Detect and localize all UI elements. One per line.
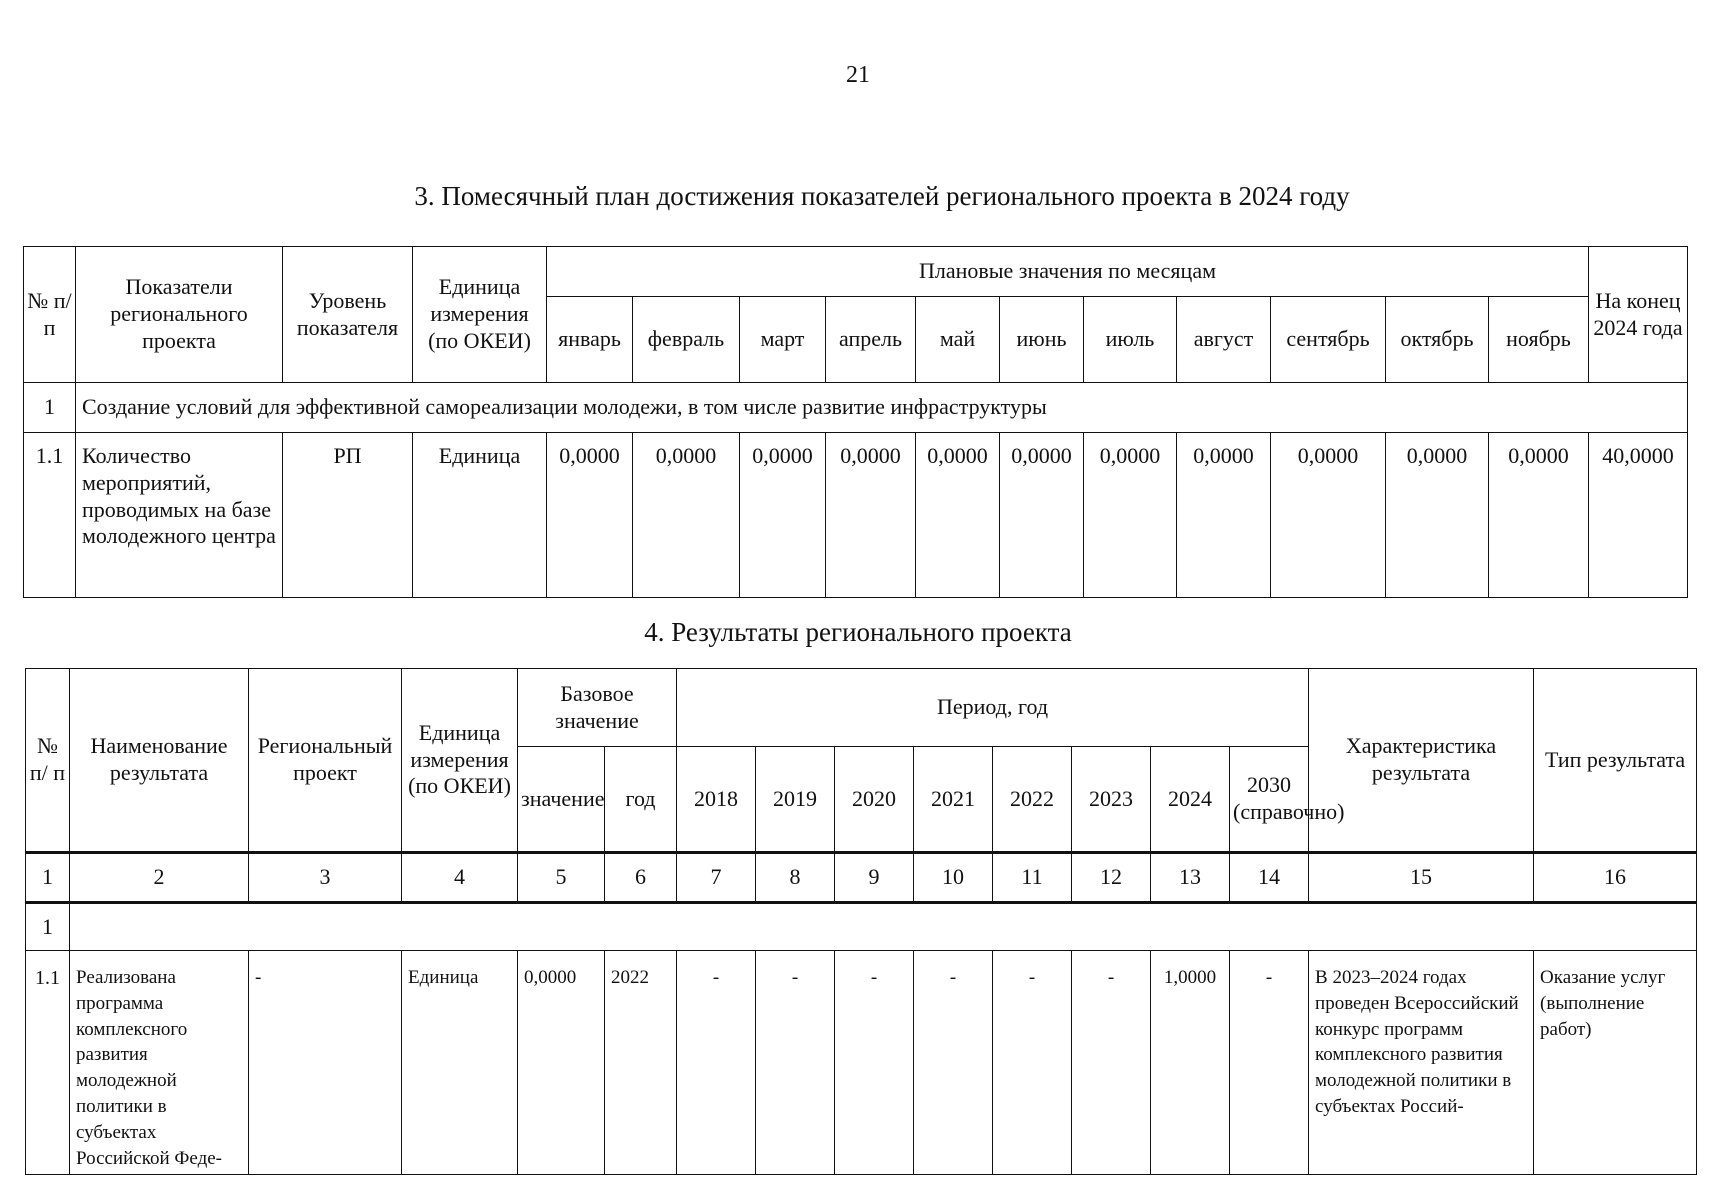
result-unit: Единица: [402, 951, 518, 1175]
month-value: 0,0000: [1084, 433, 1177, 598]
month-value: 0,0000: [826, 433, 916, 598]
month-value: 0,0000: [633, 433, 740, 598]
header-num: № п/ п: [26, 669, 70, 853]
header-end-of-year: На конец 2024 года: [1589, 247, 1688, 383]
result-characteristic: В 2023–2024 годах проведен Всероссийский конкурс программ комплексного развития молодежной политики в субъектах Россий-: [1309, 951, 1534, 1175]
header-month: май: [916, 297, 1000, 383]
header-month: апрель: [826, 297, 916, 383]
year-value: 1,0000: [1151, 951, 1230, 1175]
column-number: 13: [1151, 853, 1230, 903]
header-month: август: [1177, 297, 1271, 383]
header-year: 2024: [1151, 747, 1230, 853]
indicator-name: Количество мероприятий, проводимых на базе молодежного центра: [76, 433, 283, 598]
month-value: 0,0000: [1177, 433, 1271, 598]
header-base-value-year: год: [605, 747, 677, 853]
header-monthly-values: Плановые значения по месяцам: [547, 247, 1589, 297]
header-month: март: [740, 297, 826, 383]
year-value: -: [1072, 951, 1151, 1175]
header-year: 2030 (справочно): [1230, 747, 1309, 853]
group-row-title: Создание условий для эффективной самореализации молодежи, в том числе развитие инфраструктуры: [76, 383, 1688, 433]
header-month: октябрь: [1386, 297, 1489, 383]
header-result-name: Наименование результата: [70, 669, 249, 853]
column-number: 8: [756, 853, 835, 903]
column-number: 4: [402, 853, 518, 903]
header-month: ноябрь: [1489, 297, 1589, 383]
header-month: февраль: [633, 297, 740, 383]
monthly-plan-table: [23, 246, 1688, 598]
column-number: 15: [1309, 853, 1534, 903]
header-characteristic: Характеристика результата: [1309, 669, 1534, 853]
month-value: 0,0000: [1489, 433, 1589, 598]
year-value: -: [756, 951, 835, 1175]
header-num: № п/п: [24, 247, 76, 383]
column-number: 9: [835, 853, 914, 903]
column-number: 16: [1534, 853, 1697, 903]
month-value: 0,0000: [1271, 433, 1386, 598]
header-year: 2021: [914, 747, 993, 853]
year-value: -: [1230, 951, 1309, 1175]
column-number: 10: [914, 853, 993, 903]
end-of-year-value: 40,0000: [1589, 433, 1688, 598]
header-result-type: Тип результата: [1534, 669, 1697, 853]
column-number: 11: [993, 853, 1072, 903]
header-year: 2018: [677, 747, 756, 853]
row-num: 1.1: [26, 951, 70, 1175]
year-value: -: [914, 951, 993, 1175]
header-month: июнь: [1000, 297, 1084, 383]
header-regional-project: Региональный проект: [249, 669, 402, 853]
regional-project: -: [249, 951, 402, 1175]
year-value: -: [993, 951, 1072, 1175]
header-unit: Единица измерения (по ОКЕИ): [413, 247, 547, 383]
group-row-num: 1: [26, 903, 70, 951]
month-value: 0,0000: [1386, 433, 1489, 598]
header-month: сентябрь: [1271, 297, 1386, 383]
section-4-title: 4. Результаты регионального проекта: [644, 617, 1072, 647]
column-number: 7: [677, 853, 756, 903]
indicator-level: РП: [283, 433, 413, 598]
base-year: 2022: [605, 951, 677, 1175]
month-value: 0,0000: [547, 433, 633, 598]
year-value: -: [677, 951, 756, 1175]
header-month: январь: [547, 297, 633, 383]
base-value: 0,0000: [518, 951, 605, 1175]
table-row: [24, 433, 1688, 598]
column-numbers-row: [26, 853, 1697, 903]
header-year: 2020: [835, 747, 914, 853]
page-number: 21: [846, 62, 870, 88]
result-name: Реализована программа комплексного развития молодежной политики в субъектах Российской Феде-: [70, 951, 249, 1175]
header-level: Уровень показателя: [283, 247, 413, 383]
indicator-unit: Единица: [413, 433, 547, 598]
column-number: 6: [605, 853, 677, 903]
header-indicator: Показатели регионального проекта: [76, 247, 283, 383]
column-number: 12: [1072, 853, 1151, 903]
header-base-value: Базовое значение: [518, 669, 677, 747]
header-unit: Единица измерения (по ОКЕИ): [402, 669, 518, 853]
header-month: июль: [1084, 297, 1177, 383]
group-row-title: [70, 903, 1697, 951]
results-table: [25, 668, 1697, 1175]
row-num: 1.1: [24, 433, 76, 598]
column-number: 1: [26, 853, 70, 903]
header-year: 2023: [1072, 747, 1151, 853]
header-base-value-value: значение: [518, 747, 605, 853]
section-3-title: 3. Помесячный план достижения показателей регионального проекта в 2024 году: [414, 181, 1350, 211]
year-value: -: [835, 951, 914, 1175]
header-period: Период, год: [677, 669, 1309, 747]
month-value: 0,0000: [916, 433, 1000, 598]
table-row: [26, 951, 1697, 1175]
group-row-num: 1: [24, 383, 76, 433]
result-type: Оказание услуг (выполнение работ): [1534, 951, 1697, 1175]
month-value: 0,0000: [740, 433, 826, 598]
header-year: 2019: [756, 747, 835, 853]
header-year: 2022: [993, 747, 1072, 853]
column-number: 2: [70, 853, 249, 903]
column-number: 3: [249, 853, 402, 903]
column-number: 5: [518, 853, 605, 903]
month-value: 0,0000: [1000, 433, 1084, 598]
column-number: 14: [1230, 853, 1309, 903]
